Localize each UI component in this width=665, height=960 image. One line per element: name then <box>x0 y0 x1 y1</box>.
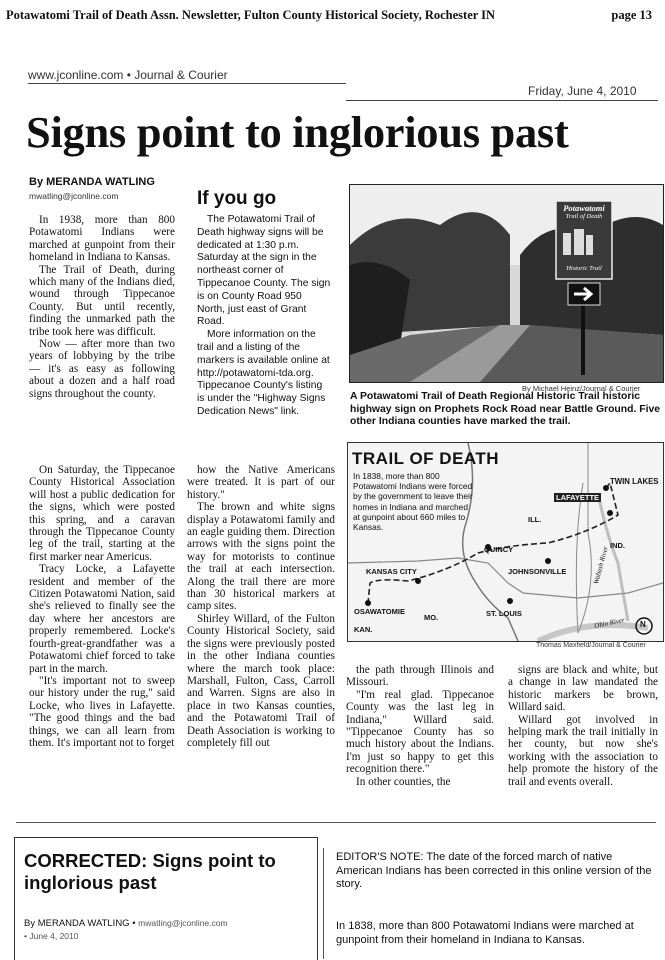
sign-title: Potawatomi <box>563 203 605 213</box>
paragraph: More information on the trail and a listing of the markers is available online at http://potawatomi-tda.org. Tippecanoe County's listing is under the "Highway Signs Dedication News" link. <box>197 329 330 417</box>
map-label: ST. LOUIS <box>486 609 522 618</box>
divider <box>16 822 656 823</box>
running-title: Potawatomi Trail of Death Assn. Newsletter, Fulton County Historical Society, Rochester IN <box>6 8 496 22</box>
paragraph: Willard got involved in helping mark the trail initially in her county, but now she's working with the association to help promote the history of the trail and events overall. <box>508 713 658 788</box>
paragraph: In other counties, the <box>356 775 451 788</box>
paragraph: In 1938, more than 800 Potawatomi Indians were marched at gunpoint from their homeland in Indiana to Kansas. <box>29 214 175 264</box>
map-credit: Thomas Maxfield/Journal & Courier <box>536 642 646 649</box>
compass-icon: N <box>640 620 646 629</box>
corrected-date: • June 4, 2010 <box>24 931 79 941</box>
map-label: KANSAS CITY <box>366 567 417 576</box>
paragraph: signs are black and white, but a change in law mandated the historic markers be brown, Willard said. <box>508 664 658 714</box>
map-label: QUINCY <box>484 545 514 554</box>
issue-date: Friday, June 4, 2010 <box>528 84 637 98</box>
paragraph: Tracy Locke, a Lafayette resident and member of the Citizen Potawatomi Nation, said she's relieved to finally see the day where her ancestors are properly remembered. Locke's fourth-great-grandfather was a Potawatomi chief forced to take part in the march. <box>29 563 175 675</box>
paragraph: Shirley Willard, of the Fulton County Historical Society, said the signs were previously posted in the other Indiana counties where the march took place: Marshall, Fulton, Cass, Carroll and Warren. Signs are also in place in two Kansas counties, and the Potawatomi Trail of Death Association is working to completely fill out <box>187 612 335 749</box>
byline: By MERANDA WATLING <box>29 176 155 188</box>
paragraph: The Potawatomi Trail of Death highway signs will be dedicated at 1:30 p.m. Saturday at the sign in the northeast corner of Tippecanoe County. The sign is on County Road 950 North, just east of Grant Road. <box>197 214 331 328</box>
map-label: JOHNSONVILLE <box>508 567 567 576</box>
map-label: OSAWATOMIE <box>354 607 405 616</box>
paragraph: On Saturday, the Tippecanoe County Historical Association will host a public dedication for the signs, which were posted this spring, and a caravan through the Tippecanoe County leg of the trail, starting at the first marker near Americus. <box>29 464 175 563</box>
corrected-byline <box>24 918 228 929</box>
paragraph: The brown and white signs display a Potawatomi family and an eagle guiding them. Direction arrows with the signs point the way for motorists to continue the trail at each intersection. Along the trail there are more than 30 historical markers at camp sites. <box>187 501 335 613</box>
byline-email: mwatling@jconline.com <box>138 918 228 928</box>
map-blurb: In 1838, more than 800 Potawatomi Indians were forced by the government to leave their homes in Indiana and marched at gunpoint about 660 miles to Kansas. <box>353 471 473 533</box>
map-label: KAN. <box>354 625 373 634</box>
map-title: TRAIL OF DEATH <box>352 449 500 468</box>
newsletter-header <box>6 8 656 23</box>
article-column-1b <box>29 464 175 749</box>
paragraph: Now — after more than two years of lobbying by the tribe — it's as easy as following about a dozen and a half road signs throughout the county. <box>29 338 175 400</box>
map-label: LAFAYETTE <box>556 493 600 502</box>
paragraph: how the Native Americans were treated. It is part of our history." <box>187 464 335 501</box>
editors-note: EDITOR'S NOTE: The date of the forced march of native American Indians has been corrected in this online version of the story. <box>336 851 652 890</box>
site-line: www.jconline.com • Journal & Courier <box>28 68 228 82</box>
map-label: MO. <box>424 613 439 622</box>
corrected-title: CORRECTED: Signs point to inglorious past <box>24 850 276 893</box>
article-column-1 <box>29 214 175 400</box>
divider <box>323 848 324 959</box>
article-column-3 <box>346 664 494 788</box>
paragraph: "It's important not to sweep our history under the rug," said Locke, who lives in Lafayette. "The good things and the bad things, we can all learn from them. It's important not to forget <box>29 674 175 749</box>
trail-map <box>347 442 664 642</box>
headline: Signs point to inglorious past <box>26 107 569 157</box>
article-column-4 <box>508 664 658 788</box>
photo-caption: A Potawatomi Trail of Death Regional Historic Trail historic highway sign on Prophets Rock Road near Battle Ground. Five other Indiana counties have marked the trail. <box>350 391 661 428</box>
sign-subtitle: Trail of Death <box>565 213 603 220</box>
page-number: page 13 <box>611 8 652 22</box>
photo-credit: By Michael Heinz/Journal & Courier <box>522 384 641 393</box>
map-label: Wabash River <box>592 545 610 586</box>
article-column-2 <box>187 464 335 749</box>
paragraph: The Trail of Death, during which many of the Indians died, wound through Tippecanoe County. But until recently, finding the unmarked path the tribe took here was difficult. <box>29 263 175 338</box>
map-label: TWIN LAKES <box>610 477 659 486</box>
sign-footer: Historic Trail <box>566 265 602 272</box>
road-sign-photo <box>349 184 664 383</box>
map-label: IND. <box>610 541 625 550</box>
byline-name: By MERANDA WATLING • <box>24 918 139 929</box>
map-label: ILL. <box>528 515 542 524</box>
photo-illustration <box>350 185 663 382</box>
divider <box>346 100 658 101</box>
byline-email: mwatling@jconline.com <box>29 191 119 201</box>
if-you-go-title: If you go <box>197 188 277 209</box>
divider <box>28 83 346 84</box>
paragraph: the path through Illinois and Missouri. <box>346 664 494 689</box>
map-label: Ohio River <box>593 615 626 631</box>
if-you-go-box <box>197 214 331 419</box>
paragraph: "I'm real glad. Tippecanoe County was the last leg in Indiana," Willard said. "Tippecanoe County has so much history about the Indians. I'm just so happy to get this recognition there." <box>346 688 494 776</box>
corrected-story-lead: In 1838, more than 800 Potawatomi Indians were marched at gunpoint from their homeland in Indiana to Kansas. <box>336 920 634 946</box>
